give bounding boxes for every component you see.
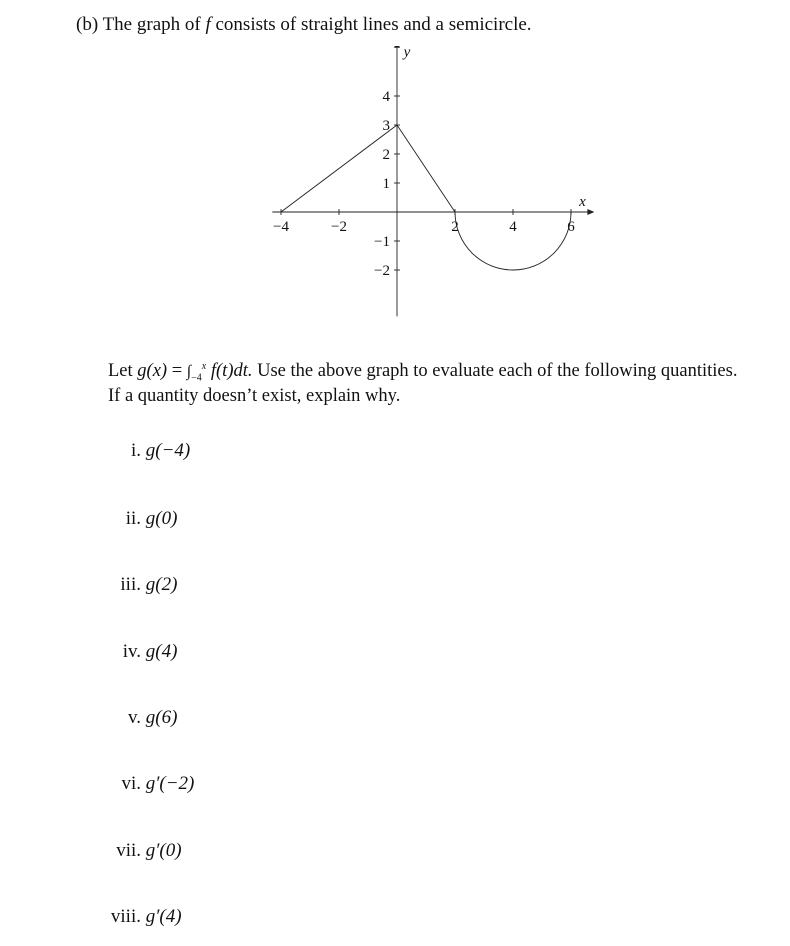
y-tick-label: 2 <box>382 147 390 163</box>
question-item <box>104 574 177 596</box>
instruction-text: Use the above graph to evaluate each of the following quantities. If a quantity doesn’t exist, explain why. <box>108 361 738 406</box>
y-tick-label: 1 <box>382 176 390 192</box>
question-label: iii. <box>120 574 141 595</box>
question-expression: g(4) <box>145 641 178 662</box>
tick-labels <box>273 46 586 279</box>
y-tick-label: −1 <box>374 234 390 250</box>
part-heading <box>76 14 532 36</box>
question-item <box>104 906 182 928</box>
question-label: i. <box>130 440 141 461</box>
y-tick-label: 3 <box>382 118 390 134</box>
question-expression: g(6) <box>145 707 178 728</box>
line-segment <box>397 125 455 212</box>
x-tick-label: −4 <box>273 219 289 235</box>
g-definition: g(x) <box>137 361 168 381</box>
question-expression: g(0) <box>145 508 178 529</box>
function-graph <box>255 46 595 326</box>
question-label: vi. <box>121 773 141 794</box>
function-name: f <box>205 14 211 35</box>
question-label: v. <box>127 707 141 728</box>
x-axis-arrow <box>587 209 594 215</box>
x-tick-label: 4 <box>509 219 517 235</box>
axes <box>272 46 594 316</box>
question-item <box>104 440 190 462</box>
integral-lower-limit: −4 <box>191 372 202 384</box>
question-item <box>104 707 177 729</box>
x-tick-label: −2 <box>331 219 347 235</box>
integrand: f(t)dt. <box>210 361 253 381</box>
question-expression: g′(−2) <box>145 773 195 794</box>
question-label: viii. <box>110 906 141 927</box>
question-label: iv. <box>122 641 141 662</box>
statement-before: The graph of <box>102 14 201 35</box>
integral-upper-limit: x <box>201 360 207 372</box>
question-item <box>104 840 182 862</box>
y-axis-label: y <box>403 46 411 61</box>
integral-sign: ∫ <box>186 363 192 380</box>
let-word: Let <box>108 361 133 381</box>
question-item <box>104 641 177 663</box>
equals-sign: = <box>171 361 183 381</box>
graph-curves <box>281 125 571 270</box>
instructions <box>108 359 748 408</box>
x-axis-label: x <box>579 194 586 210</box>
question-expression: g′(0) <box>145 840 182 861</box>
y-axis-arrow <box>394 46 400 48</box>
question-expression: g′(4) <box>145 906 182 927</box>
question-expression: g(−4) <box>145 440 191 461</box>
tick-marks <box>281 96 571 270</box>
y-tick-label: 4 <box>382 89 390 105</box>
y-tick-label: −2 <box>374 263 390 279</box>
part-label: (b) <box>76 14 99 35</box>
question-expression: g(2) <box>145 574 178 595</box>
question-item <box>104 508 177 530</box>
line-segment <box>281 125 397 212</box>
question-label: vii. <box>116 840 141 861</box>
question-label: ii. <box>125 508 141 529</box>
x-tick-label: 6 <box>567 219 575 235</box>
question-item <box>104 773 194 795</box>
x-tick-label: 2 <box>451 219 459 235</box>
statement-after: consists of straight lines and a semicircle. <box>215 14 532 35</box>
